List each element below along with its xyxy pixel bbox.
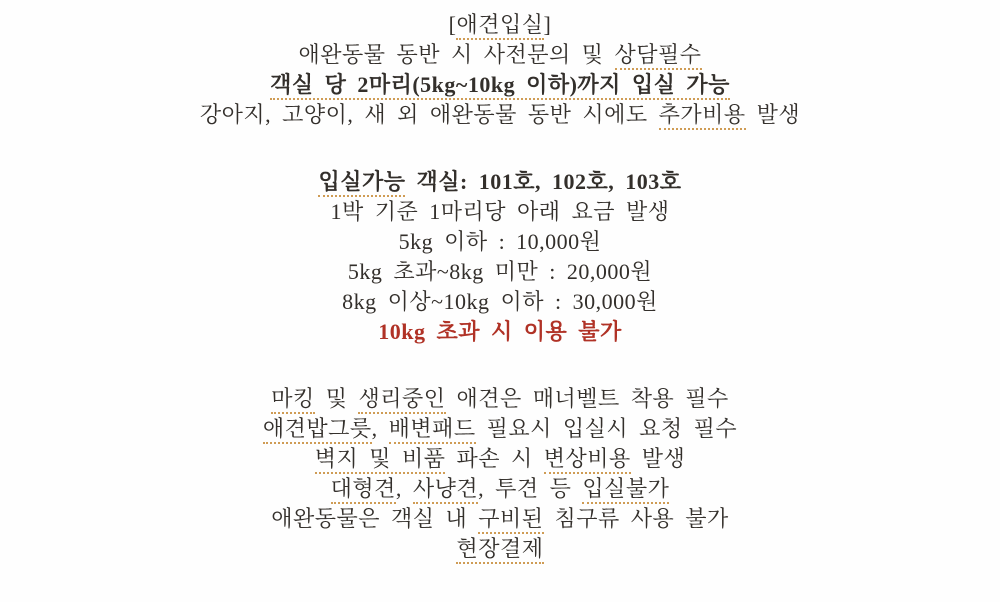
text-segment: 애완동물 동반 시 사전문의 및 bbox=[298, 42, 615, 67]
underlined-text: 현장결제 bbox=[456, 536, 543, 564]
bedding-rule bbox=[0, 504, 1000, 534]
fee-8-to-10kg bbox=[0, 287, 1000, 317]
fee-basis bbox=[0, 197, 1000, 227]
onsite-payment bbox=[0, 534, 1000, 564]
underlined-text: 대형견 bbox=[331, 476, 396, 504]
underlined-text: 입실가능 bbox=[318, 169, 405, 197]
underlined-text: 변상비용 bbox=[544, 446, 631, 474]
available-rooms bbox=[0, 167, 1000, 197]
rooms-and-fees-block bbox=[0, 167, 1000, 347]
text-segment: 애견은 매너벨트 착용 필수 bbox=[445, 386, 729, 411]
extra-fee-notice bbox=[0, 100, 1000, 130]
additional-rules-block bbox=[0, 384, 1000, 564]
per-room-limit bbox=[0, 70, 1000, 100]
text-segment: 1박 기준 1마리당 아래 요금 발생 bbox=[330, 199, 670, 224]
text-segment: 10kg 초과 시 이용 불가 bbox=[378, 319, 622, 344]
title bbox=[0, 10, 1000, 40]
text-segment: 객실: 101호, 102호, 103호 bbox=[405, 169, 682, 194]
admission-overview-block bbox=[0, 10, 1000, 130]
text-segment: 8kg 이상~10kg 이하 : 30,000원 bbox=[342, 289, 658, 314]
text-segment: 강아지, 고양이, 새 외 애완동물 동반 시에도 bbox=[199, 102, 659, 127]
underlined-text: 입실불가 bbox=[582, 476, 669, 504]
text-segment: [ bbox=[448, 12, 457, 37]
supplies-request-rule bbox=[0, 414, 1000, 444]
text-segment: ] bbox=[543, 12, 552, 37]
underlined-text: 배변패드 bbox=[389, 416, 476, 444]
underlined-text: 마킹 bbox=[271, 386, 315, 414]
underlined-text: 벽지 및 비품 bbox=[315, 446, 446, 474]
text-segment: 5kg 이하 : 10,000원 bbox=[398, 229, 602, 254]
underlined-text: 생리중인 bbox=[358, 386, 445, 414]
fee-under-5kg bbox=[0, 227, 1000, 257]
underlined-text: 상담필수 bbox=[615, 42, 702, 70]
pre-inquiry-notice bbox=[0, 40, 1000, 70]
text-segment: 애완동물은 객실 내 bbox=[271, 506, 479, 531]
underlined-text: 애견입실 bbox=[456, 12, 543, 40]
banned-breeds-rule bbox=[0, 474, 1000, 504]
text-segment: 파손 시 bbox=[445, 446, 544, 471]
text-segment: 침구류 사용 불가 bbox=[543, 506, 729, 531]
text-segment: , 투견 등 bbox=[478, 476, 583, 501]
underlined-text: 사냥견 bbox=[413, 476, 478, 504]
damage-compensation-rule bbox=[0, 444, 1000, 474]
manner-belt-rule bbox=[0, 384, 1000, 414]
underlined-text: 추가비용 bbox=[659, 102, 746, 130]
underlined-text: 구비된 bbox=[478, 506, 543, 534]
text-segment: 및 bbox=[314, 386, 359, 411]
text-segment: , bbox=[371, 416, 389, 441]
fee-5-to-8kg bbox=[0, 257, 1000, 287]
text-segment: 발생 bbox=[630, 446, 686, 471]
underlined-text: 애견밥그릇 bbox=[263, 416, 372, 444]
text-segment: 발생 bbox=[745, 102, 801, 127]
text-segment: 필요시 입실시 요청 필수 bbox=[475, 416, 738, 441]
text-segment: 5kg 초과~8kg 미만 : 20,000원 bbox=[347, 259, 653, 284]
text-segment: , bbox=[395, 476, 413, 501]
over-10kg-ban bbox=[0, 317, 1000, 347]
underlined-text: 객실 당 2마리(5kg~10kg 이하)까지 입실 가능 bbox=[270, 72, 730, 100]
